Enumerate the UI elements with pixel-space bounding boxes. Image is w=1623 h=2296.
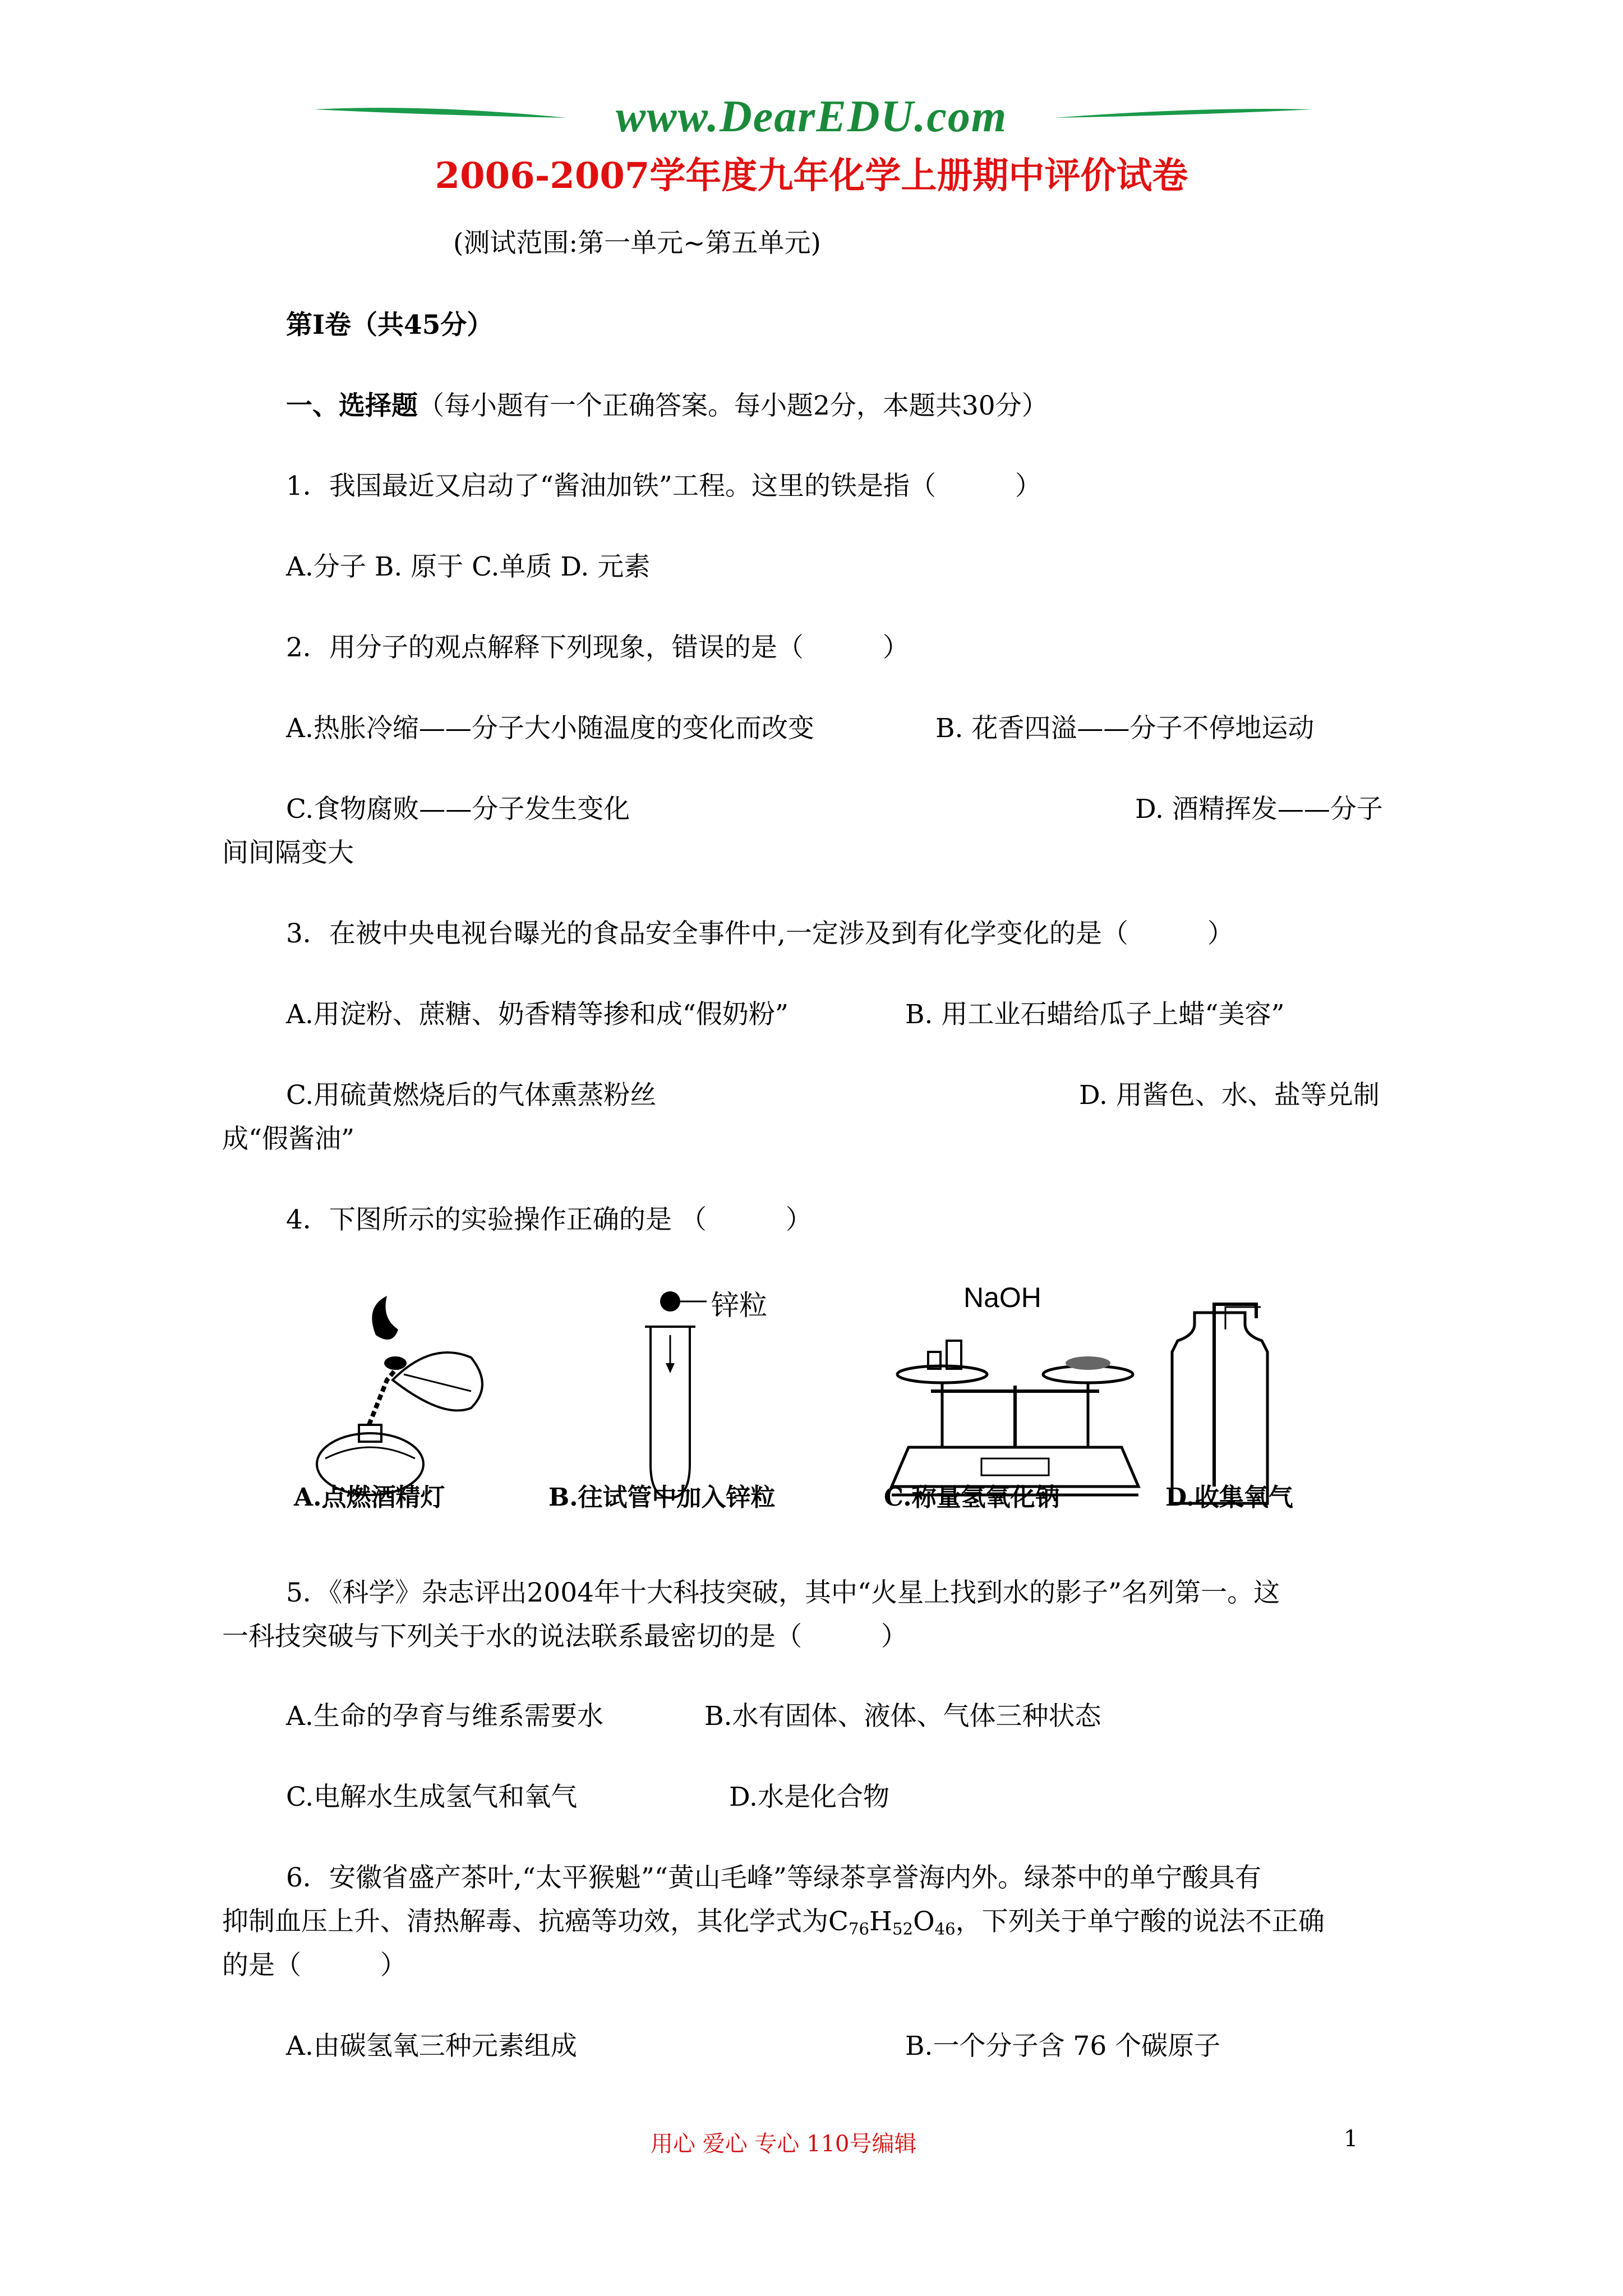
q5-stem-line1: 5．《科学》杂志评出2004年十大科技突破，其中“火星上找到水的影子”名列第一。这 bbox=[286, 1577, 1280, 1608]
header-swoosh-left bbox=[0, 0, 1623, 168]
part-heading: 第Ⅰ卷（共45分） bbox=[286, 310, 494, 341]
q5-stem-line2: 一科技突破与下列关于水的说法联系最密切的是（ ） bbox=[222, 1621, 907, 1652]
q5-option-c: C.电解水生成氢气和氧气 bbox=[286, 1782, 578, 1812]
q5-option-b: B.水有固体、液体、气体三种状态 bbox=[704, 1701, 1101, 1732]
footer-text: 用心 爱心 专心 110号编辑 bbox=[651, 2131, 917, 2157]
q2-option-b: B. 花香四溢——分子不停地运动 bbox=[935, 713, 1315, 744]
q1-stem: 1．我国最近又启动了“酱油加铁”工程。这里的铁是指（ ） bbox=[286, 471, 1041, 501]
q6-stem-line2 bbox=[222, 1906, 1325, 1939]
q2-stem: 2．用分子的观点解释下列现象，错误的是（ ） bbox=[286, 632, 909, 663]
zinc-label: 锌粒 bbox=[711, 1289, 767, 1322]
hydrogen-symbol: H bbox=[869, 1906, 893, 1937]
balance-figure bbox=[880, 1307, 1150, 1512]
figure-b-label: B.往试管中加入锌粒 bbox=[548, 1483, 776, 1512]
section-heading bbox=[286, 390, 1048, 421]
gas-bottle-figure bbox=[1161, 1301, 1284, 1515]
carbon-count: 76 bbox=[848, 1919, 870, 1939]
figure-c-label: C.称量氢氧化钠 bbox=[884, 1483, 1060, 1512]
site-banner: www.DearEDU.com bbox=[615, 92, 1008, 141]
q3-option-b: B. 用工业石蜡给瓜子上蜡“美容” bbox=[905, 999, 1285, 1030]
q3-option-c: C.用硫黄燃烧后的气体熏蒸粉丝 bbox=[286, 1080, 657, 1111]
naoh-label: NaOH bbox=[963, 1282, 1041, 1313]
q6-stem-line1: 6．安徽省盛产茶叶,“太平猴魁”“黄山毛峰”等绿茶享誉海内外。绿茶中的单宁酸具有 bbox=[286, 1862, 1261, 1893]
hydrogen-count: 52 bbox=[892, 1919, 914, 1939]
page-title: 2006-2007学年度九年化学上册期中评价试卷 bbox=[435, 155, 1188, 197]
q6-option-a: A.由碳氢氧三种元素组成 bbox=[286, 2031, 577, 2062]
q6-line2-pre: 抑制血压上升、清热解毒、抗癌等功效，其化学式为C bbox=[222, 1906, 849, 1937]
q6-stem-line3: 的是（ ） bbox=[222, 1950, 407, 1981]
q3-stem: 3．在被中央电视台曝光的食品安全事件中,一定涉及到有化学变化的是（ ） bbox=[286, 918, 1234, 949]
section-label: 一、选择题 bbox=[286, 390, 418, 421]
figure-d-label: D.收集氧气 bbox=[1165, 1483, 1293, 1512]
q3-option-d-cont: 成“假酱油” bbox=[222, 1124, 355, 1154]
q2-option-d: D. 酒精挥发——分子 bbox=[1135, 794, 1383, 825]
oxygen-symbol: O bbox=[913, 1906, 935, 1937]
oxygen-count: 46 bbox=[934, 1919, 956, 1939]
q2-option-c: C.食物腐败——分子发生变化 bbox=[286, 794, 630, 825]
q6-line2-post: ，下列关于单宁酸的说法不正确 bbox=[955, 1906, 1325, 1937]
q5-option-a: A.生命的孕育与维系需要水 bbox=[286, 1701, 603, 1732]
q4-stem: 4．下图所示的实验操作正确的是 （ ） bbox=[286, 1204, 812, 1235]
section-instruction: （每小题有一个正确答案。每小题2分，本题共30分） bbox=[418, 390, 1048, 421]
q6-option-b: B.一个分子含 76 个碳原子 bbox=[905, 2031, 1221, 2062]
q3-option-d: D. 用酱色、水、盐等兑制 bbox=[1079, 1080, 1380, 1111]
page-number: 1 bbox=[1344, 2126, 1358, 2152]
test-scope: (测试范围:第一单元~第五单元) bbox=[453, 228, 821, 259]
q1-options: A.分子 B. 原于 C.单质 D. 元素 bbox=[286, 551, 651, 582]
q5-option-d: D.水是化合物 bbox=[729, 1782, 889, 1812]
q3-option-a: A.用淀粉、蔗糖、奶香精等掺和成“假奶粉” bbox=[286, 999, 789, 1030]
q2-option-a: A.热胀冷缩——分子大小随温度的变化而改变 bbox=[286, 713, 814, 744]
figure-a-label: A.点燃酒精灯 bbox=[294, 1483, 445, 1512]
q2-option-d-cont: 间间隔变大 bbox=[222, 838, 354, 868]
